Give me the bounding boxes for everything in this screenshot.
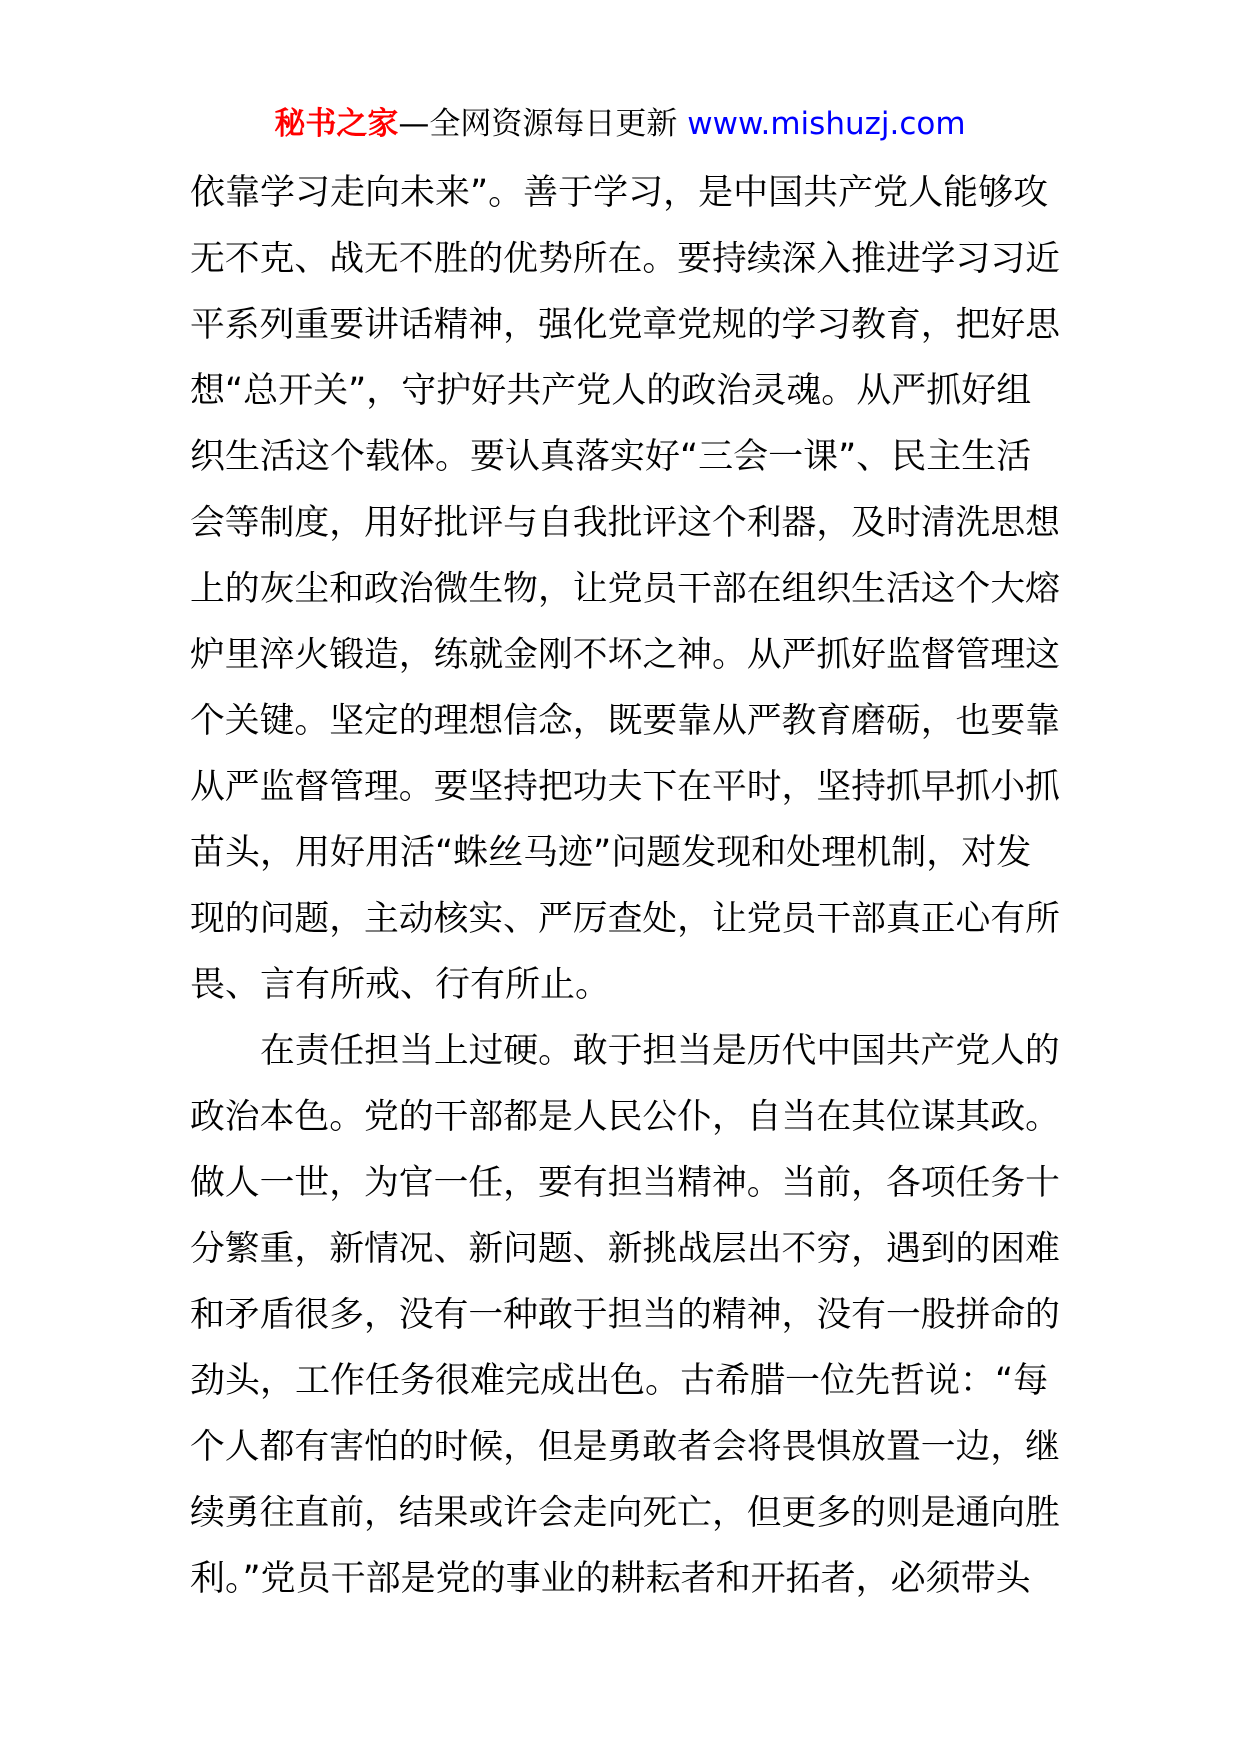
page-header bbox=[0, 104, 1240, 144]
text-line: 想“总开关”，守护好共产党人的政治灵魂。从严抓好组 bbox=[190, 371, 1032, 411]
paragraph-1 bbox=[190, 160, 1060, 1018]
text-line: 和矛盾很多，没有一种敢于担当的精神，没有一股拼命的 bbox=[190, 1295, 1060, 1335]
text-line: 分繁重，新情况、新问题、新挑战层出不穷，遇到的困难 bbox=[190, 1229, 1060, 1269]
text-line: 平系列重要讲话精神，强化党章党规的学习教育，把好思 bbox=[190, 305, 1060, 345]
text-line: 现的问题，主动核实、严厉查处，让党员干部真正心有所 bbox=[190, 899, 1060, 939]
text-line: 无不克、战无不胜的优势所在。要持续深入推进学习习近 bbox=[190, 239, 1060, 279]
paragraph-2 bbox=[190, 1018, 1060, 1612]
text-line: 利。”党员干部是党的事业的耕耘者和开拓者，必须带头 bbox=[190, 1559, 1031, 1599]
text-line: 个人都有害怕的时候，但是勇敢者会将畏惧放置一边，继 bbox=[190, 1427, 1060, 1467]
text-line: 做人一世，为官一任，要有担当精神。当前，各项任务十 bbox=[190, 1163, 1060, 1203]
header-brand: 秘书之家 bbox=[274, 106, 399, 142]
header-url[interactable]: www.mishuzj.com bbox=[687, 106, 966, 142]
header-tagline: —全网资源每日更新 bbox=[398, 106, 678, 142]
text-line: 炉里淬火锻造，练就金刚不坏之神。从严抓好监督管理这 bbox=[190, 635, 1060, 675]
text-line: 会等制度，用好批评与自我批评这个利器，及时清洗思想 bbox=[190, 503, 1060, 543]
text-line: 织生活这个载体。要认真落实好“三会一课”、民主生活 bbox=[190, 437, 1032, 477]
text-line: 在责任担当上过硬。敢于担当是历代中国共产党人的 bbox=[260, 1031, 1060, 1071]
text-line: 上的灰尘和政治微生物，让党员干部在组织生活这个大熔 bbox=[190, 569, 1060, 609]
text-line: 政治本色。党的干部都是人民公仆，自当在其位谋其政。 bbox=[190, 1097, 1060, 1137]
text-line: 苗头，用好用活“蛛丝马迹”问题发现和处理机制，对发 bbox=[190, 833, 1032, 873]
text-line: 续勇往直前，结果或许会走向死亡，但更多的则是通向胜 bbox=[190, 1493, 1060, 1533]
text-line: 依靠学习走向未来”。善于学习，是中国共产党人能够攻 bbox=[190, 173, 1049, 213]
text-line: 个关键。坚定的理想信念，既要靠从严教育磨砺，也要靠 bbox=[190, 701, 1060, 741]
text-line: 从严监督管理。要坚持把功夫下在平时，坚持抓早抓小抓 bbox=[190, 767, 1060, 807]
text-line: 劲头，工作任务很难完成出色。古希腊一位先哲说：“每 bbox=[190, 1361, 1049, 1401]
text-line: 畏、言有所戒、行有所止。 bbox=[190, 965, 611, 1005]
document-body bbox=[190, 160, 1060, 1612]
